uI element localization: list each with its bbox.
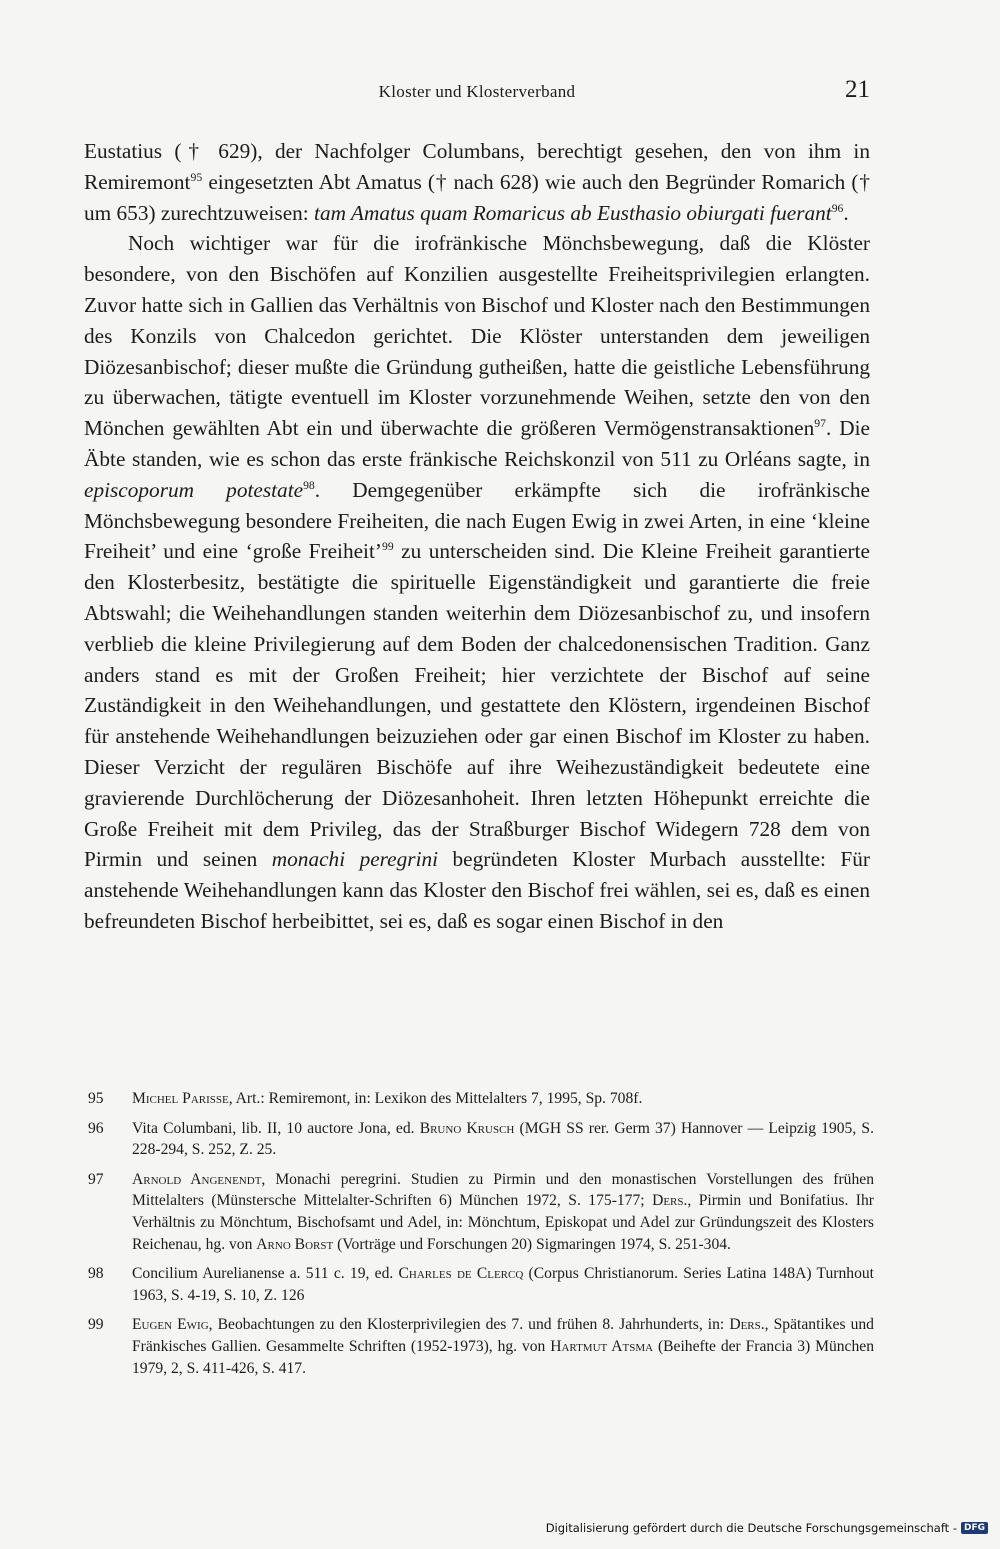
digitization-credit xyxy=(546,1521,988,1535)
author-name: Arnold Angenendt xyxy=(132,1170,262,1188)
footnote-98 xyxy=(88,1263,874,1306)
author-name: Hartmut Atsma xyxy=(550,1337,654,1355)
footnote-number: 97 xyxy=(88,1170,104,1188)
text-run: . Die Äbte standen, wie es schon das erste fränkische Reichskonzil von 511 zu Orléans sagte, in xyxy=(84,416,870,471)
citation-text: (Vorträge und Forschungen 20) Sigmaringen 1974, S. 251-304. xyxy=(333,1235,731,1253)
citation-text: , Beobachtungen zu den Klosterprivilegien des 7. und frühen 8. Jahrhunderts, in: xyxy=(208,1316,730,1334)
author-name: Ders xyxy=(652,1192,684,1210)
credit-text: Digitalisierung gefördert durch die Deutsche Forschungsgemeinschaft - xyxy=(545,1521,957,1535)
latin-quote: tam Amatus quam Romaricus ab Eusthasio obiurgati fuerant xyxy=(314,200,832,225)
footnote-ref-96: 96 xyxy=(831,201,844,215)
footnote-number: 96 xyxy=(88,1119,104,1137)
citation-text: ., Pirmin und Bonifatius. Ihr Verhältnis zu Mönchtum, Bischofsamt und Adel, in: Mönchtum, Episkopat und Adel zur Gründungszeit des Klosters Reichenau, hg. von xyxy=(132,1192,874,1253)
author-name: Bruno Krusch xyxy=(419,1119,515,1137)
footnote-95 xyxy=(88,1088,874,1110)
citation-text: , Monachi peregrini. Studien zu Pirmin und den monastischen Vorstellungen des frühen Mittelalters (Münstersche Mittelalter-Schriften 6) München 1972, S. 175-177; xyxy=(132,1170,874,1210)
footnote-number: 99 xyxy=(88,1316,104,1334)
footnote-96 xyxy=(88,1118,874,1161)
paragraph-1 xyxy=(84,136,870,228)
author-name: Eugen Ewig xyxy=(132,1316,209,1334)
author-name: Arno Borst xyxy=(256,1235,334,1253)
author-name: Charles de Clercq xyxy=(398,1265,524,1283)
citation-text: (Corpus Christianorum. Series Latina 148A) Turnhout 1963, S. 4-19, S. 10, Z. 126 xyxy=(132,1265,874,1304)
footnote-number: 95 xyxy=(88,1090,104,1107)
footnote-ref-98: 98 xyxy=(303,478,315,492)
citation-text: , Art.: Remiremont, in: Lexikon des Mittelalters 7, 1995, Sp. 708f. xyxy=(228,1090,643,1107)
footnote-number: 98 xyxy=(88,1265,104,1283)
author-name: Michel Parisse xyxy=(132,1090,229,1107)
citation-text: (MGH SS rer. Germ 37) Hannover — Leipzig 1905, S. 228-294, S. 252, Z. 25. xyxy=(132,1119,874,1159)
citation-text: (Beihefte der Francia 3) München 1979, 2, S. 411-426, S. 417. xyxy=(132,1337,874,1377)
text-run: eingesetzten Abt Amatus († nach 628) wie auch den Begründer Romarich († um 653) zurechtzuweisen: xyxy=(84,169,870,225)
text-run: . Demgegenüber erkämpfte sich die irofränkische Mönchsbewegung besondere Freiheiten, die nach Eugen Ewig in zwei Arten, in eine ‘kleine Freiheit’ und eine ‘große Freiheit’ xyxy=(84,477,871,564)
footnote-ref-95: 95 xyxy=(190,170,203,184)
citation-text: Concilium Aurelianense a. 511 c. 19, ed. xyxy=(132,1265,399,1283)
paragraph-2 xyxy=(84,228,870,936)
latin-phrase: monachi peregrini xyxy=(271,847,439,872)
author-name: Ders xyxy=(729,1316,761,1334)
page-header xyxy=(84,78,870,112)
latin-phrase: episcoporum potestate xyxy=(84,477,304,502)
citation-text: ., Spätantikes und Fränkisches Gallien. Gesammelte Schriften (1952-1973), hg. von xyxy=(132,1316,874,1355)
running-title: Kloster und Klosterverband xyxy=(378,82,576,101)
footnote-99 xyxy=(88,1314,874,1379)
text-run: zu unterscheiden sind. Die Kleine Freiheit garantierte den Klosterbesitz, bestätigte die spirituelle Eigenständigkeit und garantierte die freie Abtswahl; die Weihehandlungen standen weiterhin dem Diözesanbischof zu, und insofern verblieb die kleine Privilegierung auf dem Boden der chalcedonensischen Tradition. Ganz anders stand es mit der Großen Freiheit; hier verzichtete der Bischof auf seine Zuständigkeit in den Weihehandlungen, und gestattete den Klöstern, irgendeinen Bischof für anstehende Weihehandlungen beizuziehen oder gar einen Bischof im Kloster zu haben. Dieser Verzicht der regulären Bischöfe auf ihre Weihezuständigkeit bedeutete eine gravierende Durchlöcherung der Diözesanhoheit. Ihren letzten Höhepunkt erreichte die Große Freiheit mit dem Privileg, das der Straßburger Bischof Widegern 728 dem von Pirmin und seinen xyxy=(84,539,870,872)
footnote-ref-99: 99 xyxy=(381,540,394,554)
text-run: . xyxy=(843,200,849,225)
footnote-ref-97: 97 xyxy=(814,416,826,430)
dfg-logo-icon: DFG xyxy=(961,1522,988,1534)
text-run: Eustatius († 629), der Nachfolger Columbans, berechtigt gesehen, den von ihm in Remiremont xyxy=(84,139,870,194)
footnote-97 xyxy=(88,1169,874,1255)
citation-text: Vita Columbani, lib. II, 10 auctore Jona, ed. xyxy=(132,1119,420,1137)
text-run: begründeten Kloster Murbach ausstellte: Für anstehende Weihehandlungen kann das Kloster den Bischof frei wählen, sei es, daß es einen befreundeten Bischof herbeibittet, sei es, daß es sogar einen Bischof in den xyxy=(84,847,871,933)
page-number: 21 xyxy=(845,76,870,103)
main-text xyxy=(84,136,870,937)
footnotes xyxy=(88,1088,874,1387)
text-run: Noch wichtiger war für die irofränkische Mönchsbewegung, daß die Klöster besondere, von den Bischöfen auf Konzilien ausgestellte Freiheitsprivilegien erlangten. Zuvor hatte sich in Gallien das Verhältnis von Bischof und Kloster nach den Bestimmungen des Konzils von Chalcedon gerichtet. Die Klöster unterstanden dem jeweiligen Diözesanbischof; dieser mußte die Gründung gutheißen, hatte die geistliche Lebensführung zu überwachen, tätigte eventuell im Kloster vorzunehmende Weihen, setzte den von den Mönchen gewählten Abt ein und überwachte die größeren Vermögenstransaktionen xyxy=(84,231,870,441)
